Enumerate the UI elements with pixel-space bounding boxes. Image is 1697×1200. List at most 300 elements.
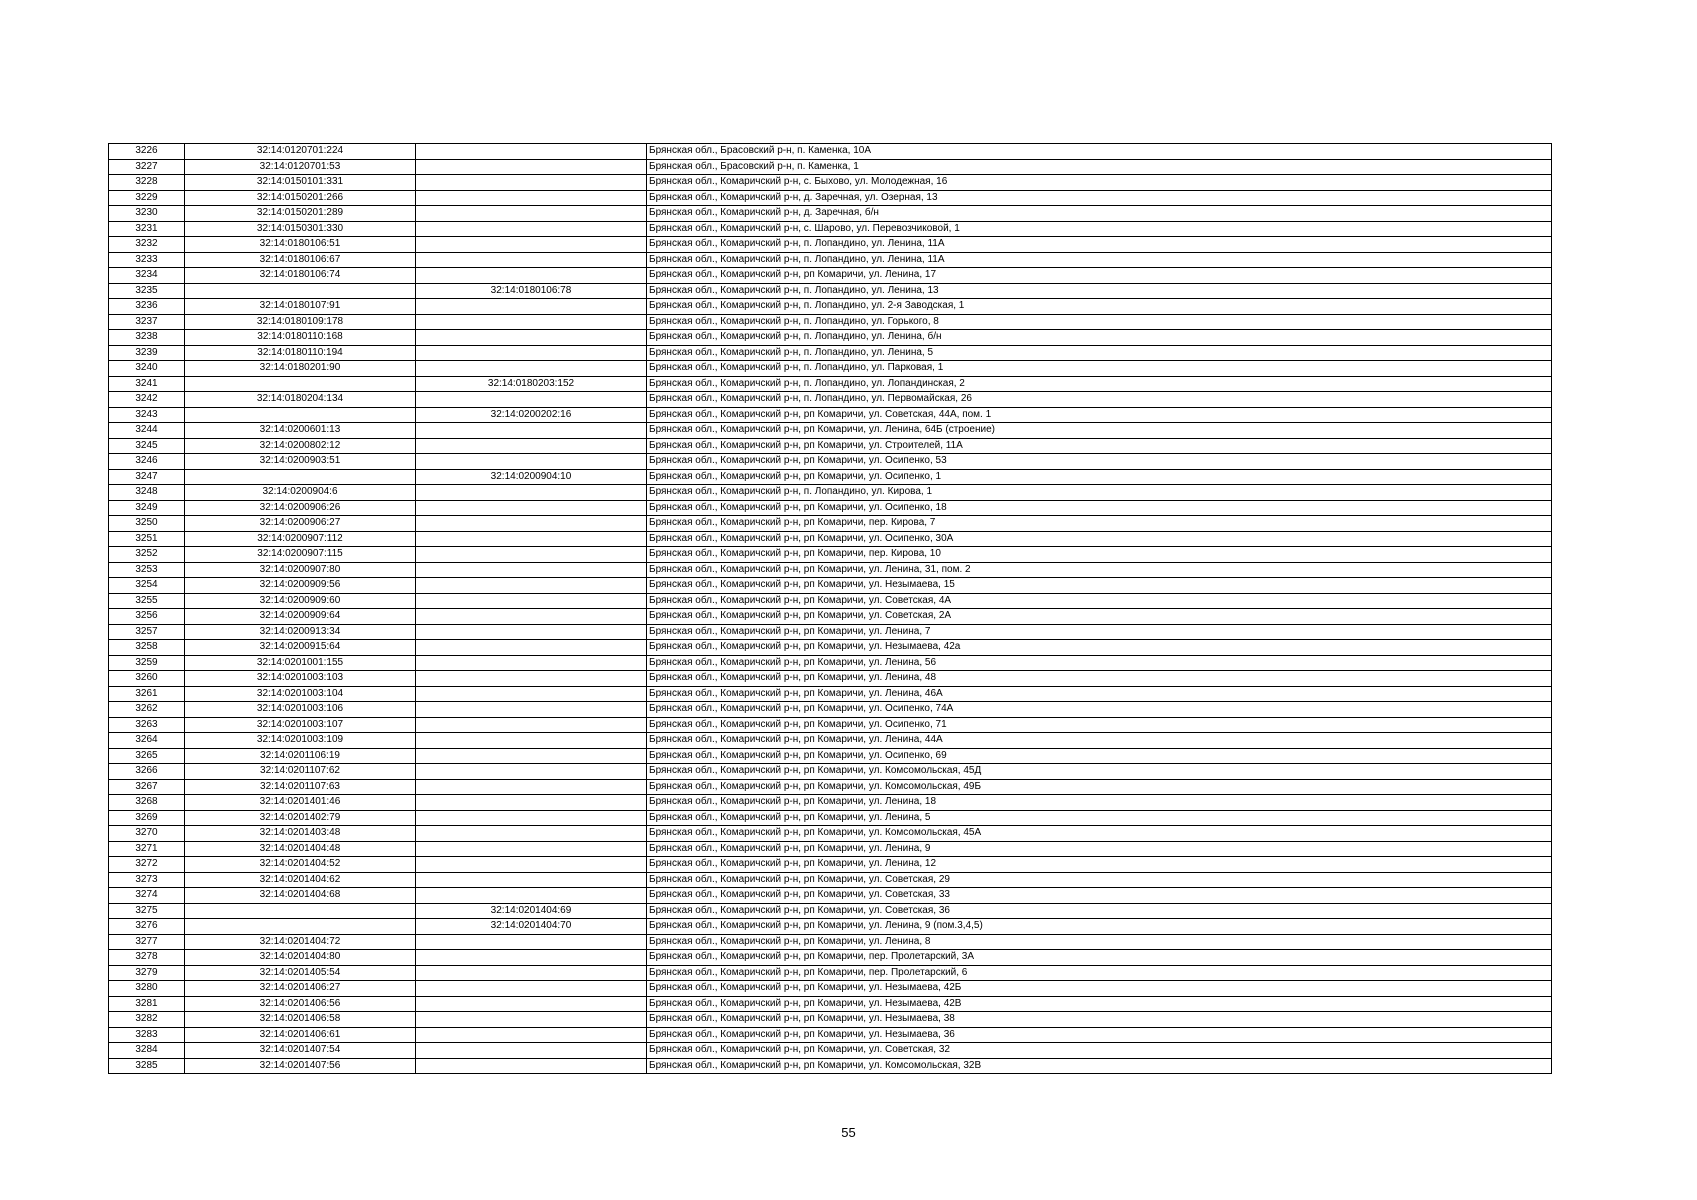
address-cell: Брянская обл., Комаричский р-н, рп Комаричи, ул. Ленина, 9: [647, 841, 1552, 857]
table-row: [109, 640, 1552, 656]
address-cell: Брянская обл., Комаричский р-н, рп Комаричи, ул. Ленина, 12: [647, 857, 1552, 873]
row-number-cell: 3261: [109, 686, 185, 702]
cadastral-number-cell: 32:14:0201405:54: [185, 965, 416, 981]
table-row: [109, 314, 1552, 330]
table-row: [109, 857, 1552, 873]
cadastral-number-cell: 32:14:0201407:56: [185, 1058, 416, 1074]
row-number-cell: 3280: [109, 981, 185, 997]
cadastral-number-alt-cell: [416, 345, 647, 361]
cadastral-number-cell: [185, 376, 416, 392]
row-number-cell: 3236: [109, 299, 185, 315]
table-row: [109, 159, 1552, 175]
cadastral-number-cell: 32:14:0120701:224: [185, 144, 416, 160]
cadastral-number-alt-cell: [416, 888, 647, 904]
table-row: [109, 872, 1552, 888]
cadastral-number-alt-cell: [416, 965, 647, 981]
cadastral-number-cell: 32:14:0180107:91: [185, 299, 416, 315]
table-row: [109, 903, 1552, 919]
address-cell: Брянская обл., Комаричский р-н, рп Комаричи, ул. Советская, 32: [647, 1043, 1552, 1059]
cadastral-number-cell: 32:14:0200802:12: [185, 438, 416, 454]
cadastral-number-alt-cell: [416, 640, 647, 656]
address-cell: Брянская обл., Комаричский р-н, п. Лопандино, ул. Лопандинская, 2: [647, 376, 1552, 392]
cadastral-number-alt-cell: [416, 423, 647, 439]
address-cell: Брянская обл., Комаричский р-н, п. Лопандино, ул. Ленина, б/н: [647, 330, 1552, 346]
row-number-cell: 3246: [109, 454, 185, 470]
table-row: [109, 562, 1552, 578]
cadastral-number-alt-cell: [416, 950, 647, 966]
address-cell: Брянская обл., Комаричский р-н, рп Комаричи, ул. Советская, 33: [647, 888, 1552, 904]
address-cell: Брянская обл., Комаричский р-н, рп Комаричи, ул. Ленина, 18: [647, 795, 1552, 811]
cadastral-number-alt-cell: 32:14:0180203:152: [416, 376, 647, 392]
cadastral-number-cell: 32:14:0180106:74: [185, 268, 416, 284]
cadastral-number-alt-cell: [416, 655, 647, 671]
address-cell: Брянская обл., Комаричский р-н, рп Комаричи, ул. Советская, 2А: [647, 609, 1552, 625]
address-cell: Брянская обл., Комаричский р-н, п. Лопандино, ул. Ленина, 5: [647, 345, 1552, 361]
cadastral-number-alt-cell: 32:14:0200202:16: [416, 407, 647, 423]
address-cell: Брянская обл., Комаричский р-н, п. Лопандино, ул. Первомайская, 26: [647, 392, 1552, 408]
row-number-cell: 3279: [109, 965, 185, 981]
row-number-cell: 3276: [109, 919, 185, 935]
cadastral-number-cell: 32:14:0180109:178: [185, 314, 416, 330]
cadastral-number-alt-cell: [416, 1012, 647, 1028]
table-row: [109, 717, 1552, 733]
row-number-cell: 3278: [109, 950, 185, 966]
address-cell: Брянская обл., Комаричский р-н, рп Комаричи, ул. Осипенко, 18: [647, 500, 1552, 516]
cadastral-number-cell: 32:14:0201406:56: [185, 996, 416, 1012]
row-number-cell: 3284: [109, 1043, 185, 1059]
cadastral-number-cell: 32:14:0180201:90: [185, 361, 416, 377]
cadastral-number-cell: 32:14:0150201:266: [185, 190, 416, 206]
cadastral-number-cell: 32:14:0180110:168: [185, 330, 416, 346]
row-number-cell: 3264: [109, 733, 185, 749]
address-cell: Брянская обл., Комаричский р-н, рп Комаричи, ул. Ленина, 9 (пом.3,4,5): [647, 919, 1552, 935]
address-cell: Брянская обл., Комаричский р-н, рп Комаричи, ул. Советская, 36: [647, 903, 1552, 919]
address-cell: Брянская обл., Комаричский р-н, рп Комаричи, ул. Незымаева, 38: [647, 1012, 1552, 1028]
cadastral-number-alt-cell: [416, 531, 647, 547]
cadastral-number-cell: 32:14:0180106:67: [185, 252, 416, 268]
row-number-cell: 3239: [109, 345, 185, 361]
table-row: [109, 609, 1552, 625]
address-cell: Брянская обл., Комаричский р-н, п. Лопандино, ул. Ленина, 13: [647, 283, 1552, 299]
row-number-cell: 3251: [109, 531, 185, 547]
table-row: [109, 469, 1552, 485]
row-number-cell: 3271: [109, 841, 185, 857]
table-row: [109, 919, 1552, 935]
cadastral-number-cell: [185, 919, 416, 935]
row-number-cell: 3262: [109, 702, 185, 718]
cadastral-number-alt-cell: [416, 175, 647, 191]
cadastral-number-alt-cell: [416, 206, 647, 222]
row-number-cell: 3256: [109, 609, 185, 625]
table-row: [109, 888, 1552, 904]
records-table: [108, 143, 1552, 1074]
cadastral-number-cell: 32:14:0201404:80: [185, 950, 416, 966]
cadastral-number-cell: 32:14:0200904:6: [185, 485, 416, 501]
row-number-cell: 3266: [109, 764, 185, 780]
cadastral-number-cell: 32:14:0200906:27: [185, 516, 416, 532]
cadastral-number-cell: 32:14:0201407:54: [185, 1043, 416, 1059]
row-number-cell: 3242: [109, 392, 185, 408]
address-cell: Брянская обл., Комаричский р-н, рп Комаричи, ул. Комсомольская, 32В: [647, 1058, 1552, 1074]
cadastral-number-cell: 32:14:0200909:64: [185, 609, 416, 625]
row-number-cell: 3274: [109, 888, 185, 904]
table-row: [109, 438, 1552, 454]
address-cell: Брянская обл., Комаричский р-н, рп Комаричи, ул. Ленина, 64Б (строение): [647, 423, 1552, 439]
address-cell: Брянская обл., Комаричский р-н, п. Лопандино, ул. Кирова, 1: [647, 485, 1552, 501]
address-cell: Брянская обл., Комаричский р-н, рп Комаричи, ул. Осипенко, 1: [647, 469, 1552, 485]
address-cell: Брянская обл., Комаричский р-н, рп Комаричи, ул. Незымаева, 42В: [647, 996, 1552, 1012]
address-cell: Брянская обл., Комаричский р-н, рп Комаричи, пер. Кирова, 7: [647, 516, 1552, 532]
row-number-cell: 3234: [109, 268, 185, 284]
cadastral-number-cell: [185, 469, 416, 485]
table-row: [109, 655, 1552, 671]
cadastral-number-cell: 32:14:0201404:62: [185, 872, 416, 888]
cadastral-number-cell: 32:14:0201404:72: [185, 934, 416, 950]
table-row: [109, 175, 1552, 191]
cadastral-number-alt-cell: [416, 221, 647, 237]
cadastral-number-cell: 32:14:0200909:56: [185, 578, 416, 594]
cadastral-number-alt-cell: [416, 841, 647, 857]
row-number-cell: 3254: [109, 578, 185, 594]
cadastral-number-cell: 32:14:0180110:194: [185, 345, 416, 361]
cadastral-number-cell: [185, 903, 416, 919]
cadastral-number-alt-cell: [416, 454, 647, 470]
address-cell: Брянская обл., Комаричский р-н, рп Комаричи, ул. Осипенко, 74А: [647, 702, 1552, 718]
table-row: [109, 733, 1552, 749]
table-row: [109, 330, 1552, 346]
cadastral-number-alt-cell: [416, 361, 647, 377]
address-cell: Брянская обл., Комаричский р-н, с. Быхово, ул. Молодежная, 16: [647, 175, 1552, 191]
cadastral-number-alt-cell: [416, 314, 647, 330]
row-number-cell: 3241: [109, 376, 185, 392]
address-cell: Брянская обл., Комаричский р-н, рп Комаричи, ул. Ленина, 7: [647, 624, 1552, 640]
table-row: [109, 376, 1552, 392]
address-cell: Брянская обл., Комаричский р-н, д. Заречная, ул. Озерная, 13: [647, 190, 1552, 206]
cadastral-number-cell: [185, 283, 416, 299]
cadastral-number-cell: 32:14:0150201:289: [185, 206, 416, 222]
address-cell: Брянская обл., Комаричский р-н, п. Лопандино, ул. 2-я Заводская, 1: [647, 299, 1552, 315]
table-row: [109, 965, 1552, 981]
table-row: [109, 996, 1552, 1012]
cadastral-number-alt-cell: [416, 810, 647, 826]
table-row: [109, 686, 1552, 702]
row-number-cell: 3252: [109, 547, 185, 563]
cadastral-number-alt-cell: 32:14:0201404:70: [416, 919, 647, 935]
table-row: [109, 206, 1552, 222]
address-cell: Брянская обл., Комаричский р-н, рп Комаричи, ул. Советская, 29: [647, 872, 1552, 888]
address-cell: Брянская обл., Комаричский р-н, рп Комаричи, пер. Пролетарский, 6: [647, 965, 1552, 981]
cadastral-number-alt-cell: [416, 748, 647, 764]
table-row: [109, 841, 1552, 857]
cadastral-number-cell: 32:14:0201001:155: [185, 655, 416, 671]
table-row: [109, 500, 1552, 516]
row-number-cell: 3235: [109, 283, 185, 299]
table-row: [109, 779, 1552, 795]
table-row: [109, 748, 1552, 764]
row-number-cell: 3270: [109, 826, 185, 842]
address-cell: Брянская обл., Комаричский р-н, рп Комаричи, пер. Пролетарский, 3А: [647, 950, 1552, 966]
cadastral-number-alt-cell: [416, 299, 647, 315]
cadastral-number-alt-cell: [416, 516, 647, 532]
row-number-cell: 3245: [109, 438, 185, 454]
row-number-cell: 3250: [109, 516, 185, 532]
address-cell: Брянская обл., Комаричский р-н, рп Комаричи, ул. Незымаева, 42Б: [647, 981, 1552, 997]
row-number-cell: 3237: [109, 314, 185, 330]
row-number-cell: 3258: [109, 640, 185, 656]
row-number-cell: 3238: [109, 330, 185, 346]
row-number-cell: 3257: [109, 624, 185, 640]
cadastral-number-cell: 32:14:0201107:62: [185, 764, 416, 780]
address-cell: Брянская обл., Комаричский р-н, п. Лопандино, ул. Ленина, 11А: [647, 237, 1552, 253]
cadastral-number-cell: 32:14:0201404:48: [185, 841, 416, 857]
cadastral-number-alt-cell: [416, 857, 647, 873]
cadastral-number-alt-cell: [416, 562, 647, 578]
table-row: [109, 578, 1552, 594]
row-number-cell: 3263: [109, 717, 185, 733]
cadastral-number-cell: 32:14:0201003:104: [185, 686, 416, 702]
records-table-body: [109, 144, 1552, 1074]
cadastral-number-cell: 32:14:0200907:112: [185, 531, 416, 547]
row-number-cell: 3283: [109, 1027, 185, 1043]
cadastral-number-cell: 32:14:0200913:34: [185, 624, 416, 640]
cadastral-number-cell: 32:14:0201404:52: [185, 857, 416, 873]
cadastral-number-cell: 32:14:0200601:13: [185, 423, 416, 439]
address-cell: Брянская обл., Комаричский р-н, п. Лопандино, ул. Парковая, 1: [647, 361, 1552, 377]
row-number-cell: 3248: [109, 485, 185, 501]
cadastral-number-alt-cell: [416, 996, 647, 1012]
cadastral-number-cell: 32:14:0200903:51: [185, 454, 416, 470]
address-cell: Брянская обл., Комаричский р-н, д. Заречная, б/н: [647, 206, 1552, 222]
table-row: [109, 299, 1552, 315]
cadastral-number-cell: 32:14:0200909:60: [185, 593, 416, 609]
address-cell: Брянская обл., Комаричский р-н, рп Комаричи, ул. Строителей, 11А: [647, 438, 1552, 454]
table-row: [109, 795, 1552, 811]
row-number-cell: 3259: [109, 655, 185, 671]
cadastral-number-cell: 32:14:0200907:80: [185, 562, 416, 578]
table-row: [109, 826, 1552, 842]
cadastral-number-alt-cell: [416, 671, 647, 687]
address-cell: Брянская обл., Комаричский р-н, п. Лопандино, ул. Горького, 8: [647, 314, 1552, 330]
cadastral-number-alt-cell: [416, 717, 647, 733]
address-cell: Брянская обл., Комаричский р-н, рп Комаричи, ул. Комсомольская, 49Б: [647, 779, 1552, 795]
row-number-cell: 3273: [109, 872, 185, 888]
cadastral-number-cell: 32:14:0200906:26: [185, 500, 416, 516]
row-number-cell: 3226: [109, 144, 185, 160]
table-row: [109, 392, 1552, 408]
address-cell: Брянская обл., Комаричский р-н, рп Комаричи, ул. Осипенко, 53: [647, 454, 1552, 470]
table-row: [109, 981, 1552, 997]
cadastral-number-alt-cell: [416, 795, 647, 811]
table-row: [109, 1027, 1552, 1043]
address-cell: Брянская обл., Комаричский р-н, рп Комаричи, ул. Советская, 4А: [647, 593, 1552, 609]
row-number-cell: 3268: [109, 795, 185, 811]
cadastral-number-cell: 32:14:0200915:64: [185, 640, 416, 656]
address-cell: Брянская обл., Комаричский р-н, рп Комаричи, ул. Ленина, 46А: [647, 686, 1552, 702]
row-number-cell: 3265: [109, 748, 185, 764]
row-number-cell: 3285: [109, 1058, 185, 1074]
cadastral-number-cell: 32:14:0180106:51: [185, 237, 416, 253]
address-cell: Брянская обл., Комаричский р-н, рп Комаричи, ул. Незымаева, 36: [647, 1027, 1552, 1043]
cadastral-number-cell: 32:14:0180204:134: [185, 392, 416, 408]
table-row: [109, 237, 1552, 253]
row-number-cell: 3253: [109, 562, 185, 578]
address-cell: Брянская обл., Комаричский р-н, рп Комаричи, ул. Ленина, 44А: [647, 733, 1552, 749]
row-number-cell: 3232: [109, 237, 185, 253]
table-row: [109, 407, 1552, 423]
row-number-cell: 3243: [109, 407, 185, 423]
row-number-cell: 3267: [109, 779, 185, 795]
cadastral-number-alt-cell: [416, 764, 647, 780]
cadastral-number-cell: 32:14:0200907:115: [185, 547, 416, 563]
cadastral-number-alt-cell: [416, 686, 647, 702]
address-cell: Брянская обл., Комаричский р-н, рп Комаричи, ул. Ленина, 56: [647, 655, 1552, 671]
cadastral-number-cell: 32:14:0201106:19: [185, 748, 416, 764]
address-cell: Брянская обл., Комаричский р-н, рп Комаричи, ул. Ленина, 17: [647, 268, 1552, 284]
row-number-cell: 3228: [109, 175, 185, 191]
row-number-cell: 3282: [109, 1012, 185, 1028]
row-number-cell: 3260: [109, 671, 185, 687]
cadastral-number-alt-cell: [416, 826, 647, 842]
cadastral-number-cell: 32:14:0201003:109: [185, 733, 416, 749]
row-number-cell: 3255: [109, 593, 185, 609]
cadastral-number-alt-cell: [416, 268, 647, 284]
cadastral-number-alt-cell: [416, 624, 647, 640]
cadastral-number-alt-cell: [416, 237, 647, 253]
row-number-cell: 3229: [109, 190, 185, 206]
cadastral-number-alt-cell: [416, 578, 647, 594]
row-number-cell: 3275: [109, 903, 185, 919]
cadastral-number-alt-cell: [416, 593, 647, 609]
cadastral-number-cell: 32:14:0150301:330: [185, 221, 416, 237]
table-row: [109, 252, 1552, 268]
cadastral-number-alt-cell: [416, 144, 647, 160]
cadastral-number-alt-cell: [416, 733, 647, 749]
cadastral-number-cell: 32:14:0201404:68: [185, 888, 416, 904]
table-row: [109, 345, 1552, 361]
row-number-cell: 3249: [109, 500, 185, 516]
cadastral-number-alt-cell: 32:14:0200904:10: [416, 469, 647, 485]
cadastral-number-cell: 32:14:0201003:107: [185, 717, 416, 733]
cadastral-number-alt-cell: [416, 1027, 647, 1043]
table-row: [109, 283, 1552, 299]
row-number-cell: 3233: [109, 252, 185, 268]
table-row: [109, 268, 1552, 284]
address-cell: Брянская обл., Комаричский р-н, п. Лопандино, ул. Ленина, 11А: [647, 252, 1552, 268]
cadastral-number-alt-cell: [416, 190, 647, 206]
cadastral-number-cell: 32:14:0201406:27: [185, 981, 416, 997]
cadastral-number-alt-cell: [416, 702, 647, 718]
address-cell: Брянская обл., Комаричский р-н, рп Комаричи, ул. Осипенко, 71: [647, 717, 1552, 733]
table-row: [109, 764, 1552, 780]
cadastral-number-cell: 32:14:0201003:103: [185, 671, 416, 687]
address-cell: Брянская обл., Комаричский р-н, рп Комаричи, ул. Ленина, 8: [647, 934, 1552, 950]
cadastral-number-cell: 32:14:0201406:61: [185, 1027, 416, 1043]
row-number-cell: 3240: [109, 361, 185, 377]
address-cell: Брянская обл., Комаричский р-н, рп Комаричи, ул. Советская, 44А, пом. 1: [647, 407, 1552, 423]
cadastral-number-alt-cell: [416, 609, 647, 625]
address-cell: Брянская обл., Комаричский р-н, рп Комаричи, ул. Незымаева, 15: [647, 578, 1552, 594]
address-cell: Брянская обл., Комаричский р-н, рп Комаричи, ул. Ленина, 5: [647, 810, 1552, 826]
address-cell: Брянская обл., Комаричский р-н, рп Комаричи, ул. Осипенко, 30А: [647, 531, 1552, 547]
address-cell: Брянская обл., Брасовский р-н, п. Каменка, 10А: [647, 144, 1552, 160]
cadastral-number-cell: 32:14:0201003:106: [185, 702, 416, 718]
table-row: [109, 593, 1552, 609]
row-number-cell: 3227: [109, 159, 185, 175]
table-row: [109, 190, 1552, 206]
cadastral-number-alt-cell: [416, 438, 647, 454]
address-cell: Брянская обл., Комаричский р-н, рп Комаричи, ул. Незымаева, 42а: [647, 640, 1552, 656]
row-number-cell: 3231: [109, 221, 185, 237]
cadastral-number-alt-cell: [416, 252, 647, 268]
table-row: [109, 702, 1552, 718]
row-number-cell: 3272: [109, 857, 185, 873]
cadastral-number-cell: 32:14:0150101:331: [185, 175, 416, 191]
address-cell: Брянская обл., Комаричский р-н, с. Шарово, ул. Перевозчиковой, 1: [647, 221, 1552, 237]
page-number: 55: [841, 1125, 856, 1140]
cadastral-number-alt-cell: [416, 981, 647, 997]
cadastral-number-alt-cell: [416, 1043, 647, 1059]
cadastral-number-cell: 32:14:0201401:46: [185, 795, 416, 811]
table-row: [109, 485, 1552, 501]
table-row: [109, 516, 1552, 532]
cadastral-number-alt-cell: [416, 500, 647, 516]
cadastral-number-alt-cell: [416, 159, 647, 175]
table-row: [109, 1012, 1552, 1028]
address-cell: Брянская обл., Комаричский р-н, рп Комаричи, пер. Кирова, 10: [647, 547, 1552, 563]
table-row: [109, 950, 1552, 966]
cadastral-number-alt-cell: [416, 392, 647, 408]
table-row: [109, 221, 1552, 237]
cadastral-number-cell: 32:14:0201406:58: [185, 1012, 416, 1028]
table-row: [109, 531, 1552, 547]
row-number-cell: 3247: [109, 469, 185, 485]
cadastral-number-alt-cell: [416, 330, 647, 346]
address-cell: Брянская обл., Комаричский р-н, рп Комаричи, ул. Ленина, 48: [647, 671, 1552, 687]
table-row: [109, 810, 1552, 826]
address-cell: Брянская обл., Комаричский р-н, рп Комаричи, ул. Комсомольская, 45А: [647, 826, 1552, 842]
address-cell: Брянская обл., Комаричский р-н, рп Комаричи, ул. Комсомольская, 45Д: [647, 764, 1552, 780]
cadastral-number-cell: [185, 407, 416, 423]
table-row: [109, 1043, 1552, 1059]
cadastral-number-alt-cell: [416, 485, 647, 501]
table-row: [109, 624, 1552, 640]
cadastral-number-cell: 32:14:0201402:79: [185, 810, 416, 826]
cadastral-number-alt-cell: 32:14:0180106:78: [416, 283, 647, 299]
table-row: [109, 934, 1552, 950]
cadastral-number-cell: 32:14:0201403:48: [185, 826, 416, 842]
cadastral-number-alt-cell: [416, 779, 647, 795]
cadastral-number-alt-cell: [416, 547, 647, 563]
row-number-cell: 3281: [109, 996, 185, 1012]
row-number-cell: 3269: [109, 810, 185, 826]
table-row: [109, 1058, 1552, 1074]
address-cell: Брянская обл., Комаричский р-н, рп Комаричи, ул. Осипенко, 69: [647, 748, 1552, 764]
address-cell: Брянская обл., Брасовский р-н, п. Каменка, 1: [647, 159, 1552, 175]
cadastral-number-cell: 32:14:0120701:53: [185, 159, 416, 175]
cadastral-number-alt-cell: [416, 1058, 647, 1074]
table-row: [109, 454, 1552, 470]
cadastral-number-alt-cell: [416, 934, 647, 950]
cadastral-number-alt-cell: 32:14:0201404:69: [416, 903, 647, 919]
row-number-cell: 3244: [109, 423, 185, 439]
table-row: [109, 361, 1552, 377]
table-row: [109, 547, 1552, 563]
cadastral-number-alt-cell: [416, 872, 647, 888]
row-number-cell: 3277: [109, 934, 185, 950]
cadastral-number-cell: 32:14:0201107:63: [185, 779, 416, 795]
table-row: [109, 144, 1552, 160]
table-row: [109, 671, 1552, 687]
